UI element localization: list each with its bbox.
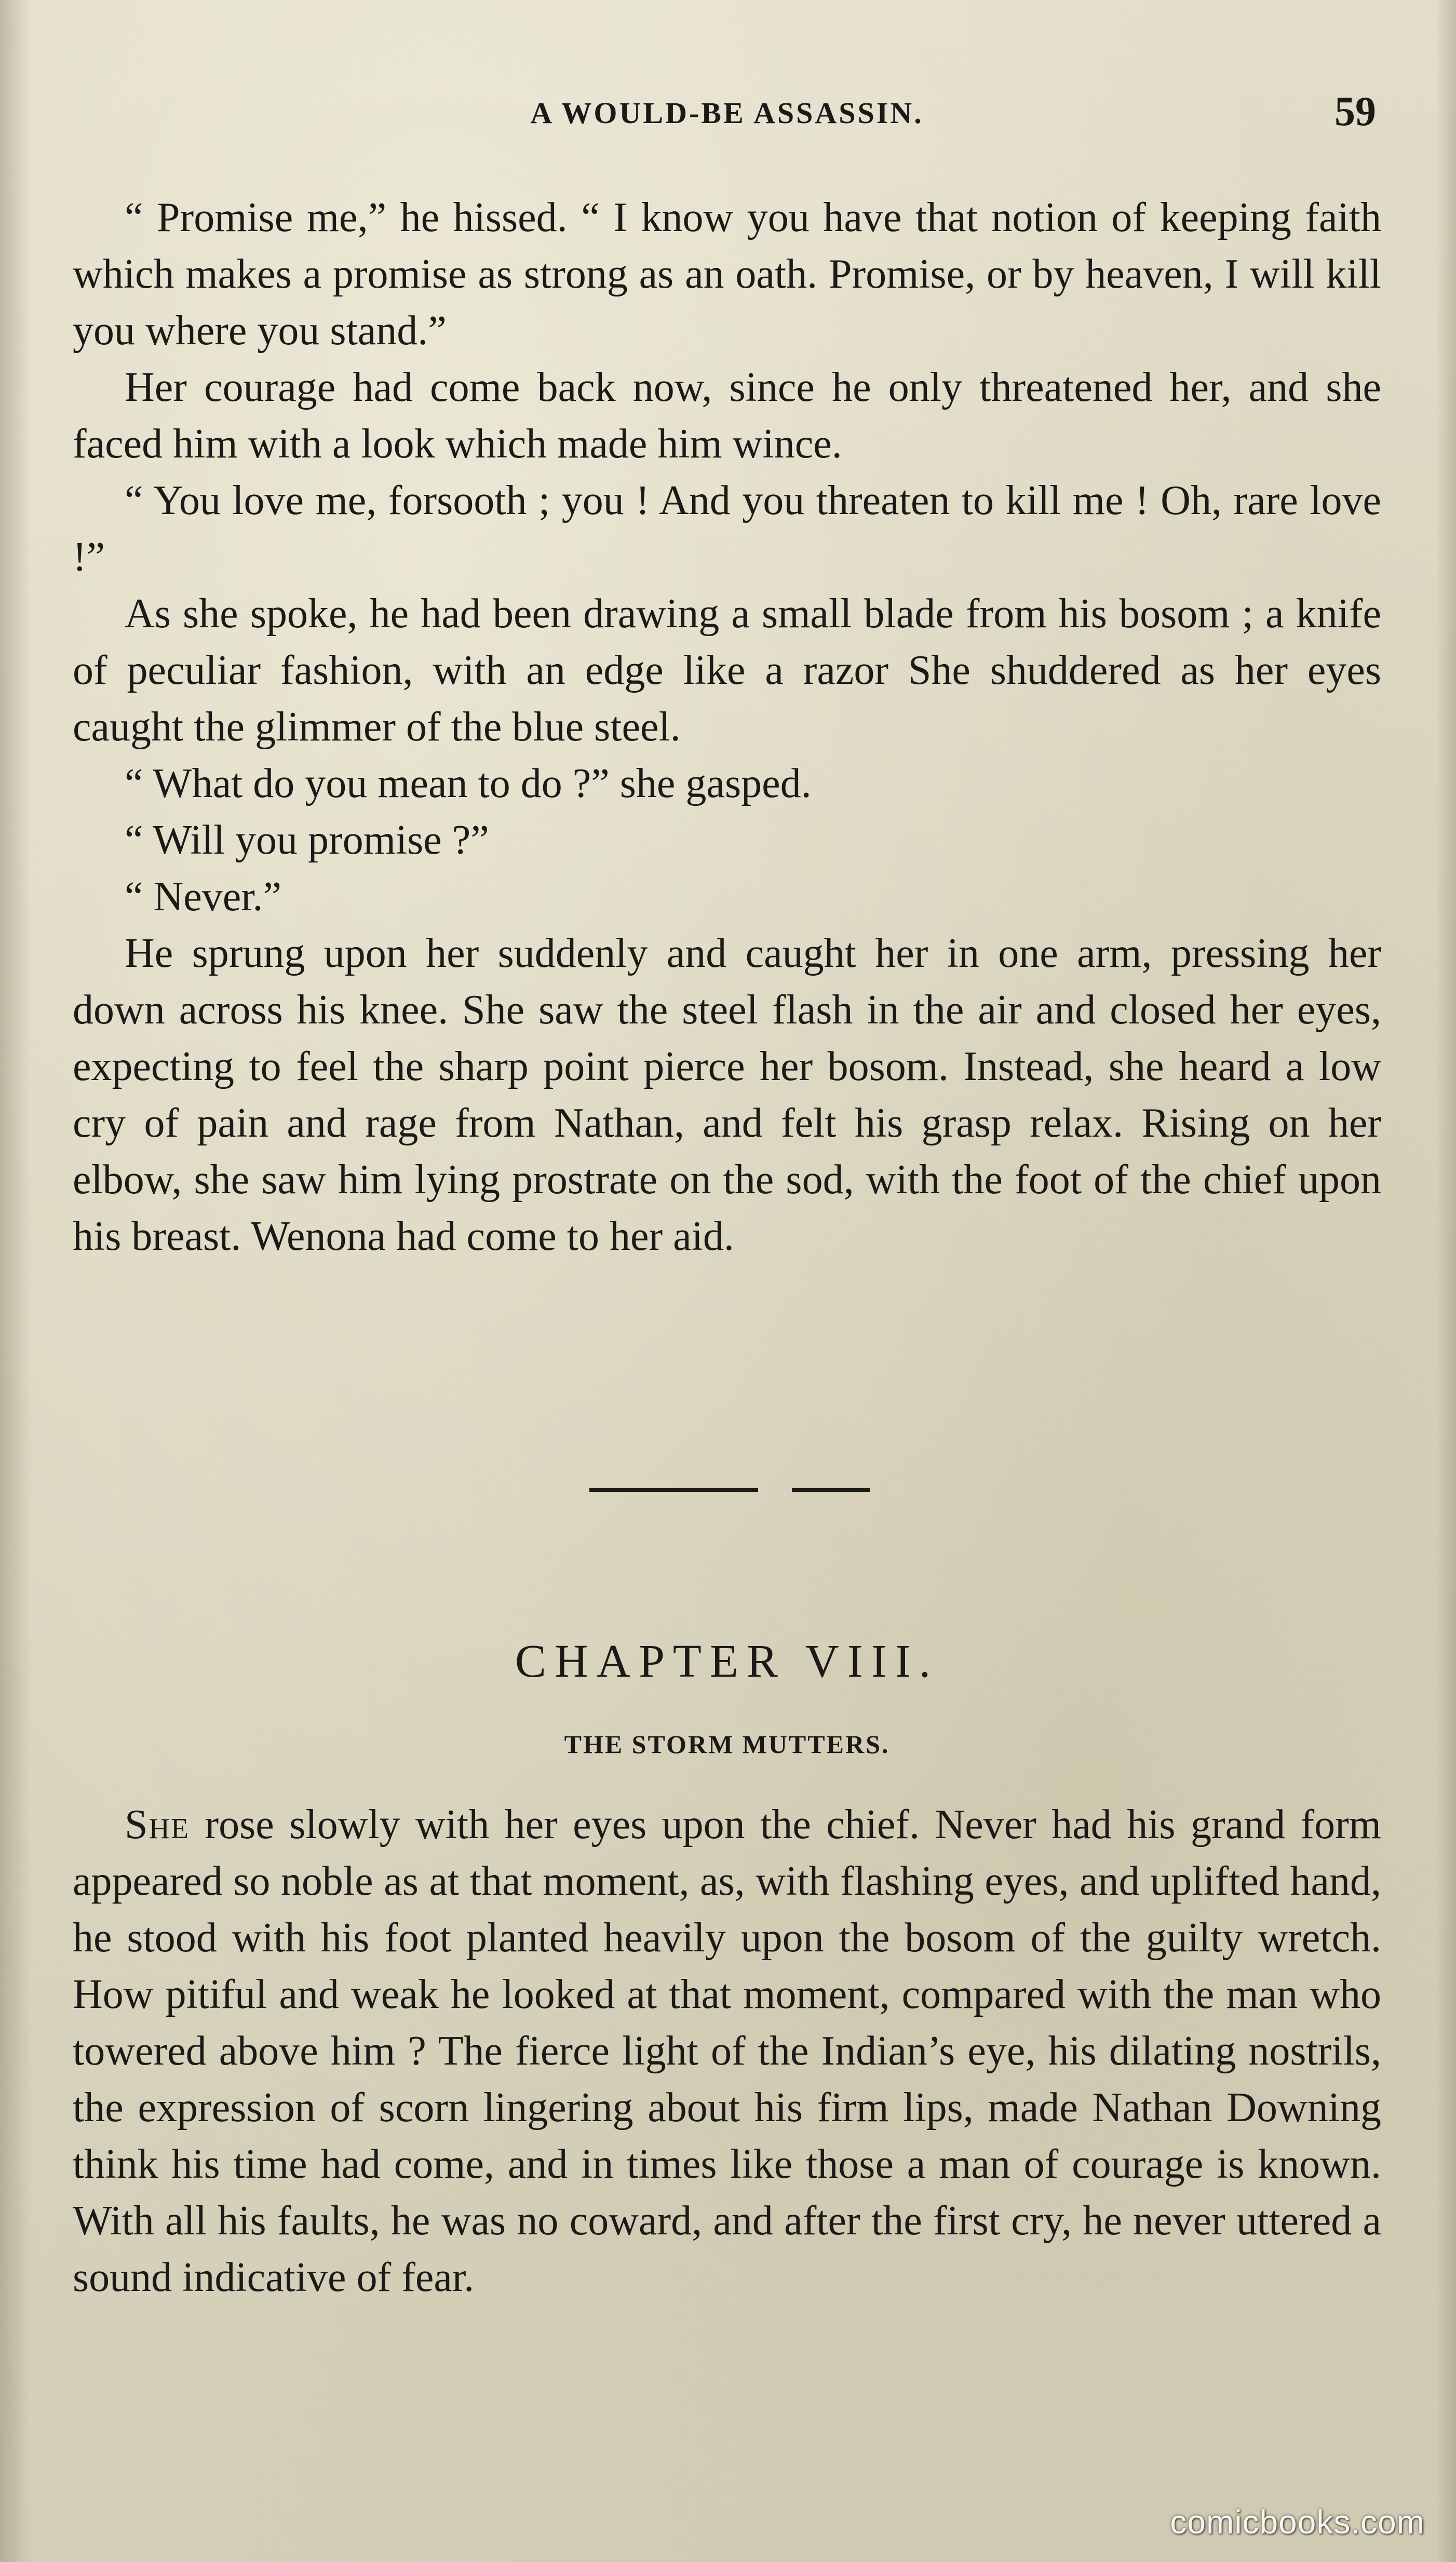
top-text-block	[73, 190, 1381, 1265]
paragraph: “ Will you promise ?”	[125, 817, 489, 863]
paragraph: “ You love me, forsooth ; you ! And you threaten to kill me ! Oh, rare love !”	[73, 478, 1381, 580]
chapter-subtitle: THE STORM MUTTERS.	[564, 1730, 890, 1759]
page-edge-shadow-left	[0, 0, 31, 2562]
watermark-text: comicbooks.com	[1170, 2503, 1425, 2541]
page-number: 59	[1334, 89, 1376, 134]
paragraph: Her courage had come back now, since he only threatened her, and she faced him with a look which made him wince.	[73, 365, 1381, 467]
paragraph-body: rose slowly with her eyes upon the chief. Never had his grand form appeared so noble as at that moment, as, with flashing eyes, and uplifted hand, he stood with his foot planted heavily upon the bosom of the guilty wretch. How pitiful and weak he looked at that moment, compared with the man who towered above him ? The fierce light of the Indian’s eye, his dilating nostrils, the expression of scorn lingering about his firm lips, made Nathan Downing think his time had come, and in times like those a man of courage is known. With all his faults, he was no coward, and after the first cry, he never uttered a sound indicative of fear.	[73, 1802, 1381, 2300]
running-head-title: A WOULD-BE ASSASSIN.	[530, 96, 924, 130]
chapter-title: CHAPTER VIII.	[515, 1636, 939, 1687]
section-separator-rule	[589, 1488, 870, 1492]
separator-rule-long	[589, 1488, 758, 1492]
paragraph: “ Promise me,” he hissed. “ I know you have that notion of keeping faith which makes a promise as strong as an oath. Promise, or by heaven, I will kill you where you stand.”	[73, 195, 1381, 354]
page-edge-shadow-right	[1435, 0, 1456, 2562]
separator-rule-short	[792, 1488, 870, 1492]
paragraph: “ Never.”	[125, 874, 282, 920]
chapter-opening-paragraph	[73, 1797, 1381, 2306]
paragraph: As she spoke, he had been drawing a small blade from his bosom ; a knife of peculiar fashion, with an edge like a razor She shuddered as her eyes caught the glimmer of the blue steel.	[73, 591, 1381, 750]
paragraph: He sprung upon her suddenly and caught her in one arm, pressing her down across his knee. She saw the steel flash in the air and closed her eyes, expecting to feel the sharp point pierce her bosom. Instead, she heard a low cry of pain and rage from Nathan, and felt his grasp relax. Rising on her elbow, she saw him lying prostrate on the sod, with the foot of the chief upon his breast. Wenona had come to her aid.	[73, 931, 1381, 1259]
chapter-text-block	[73, 1797, 1381, 2306]
small-caps-lead-word: She	[125, 1802, 190, 1848]
paragraph: “ What do you mean to do ?” she gasped.	[125, 761, 812, 806]
running-head	[73, 88, 1381, 140]
